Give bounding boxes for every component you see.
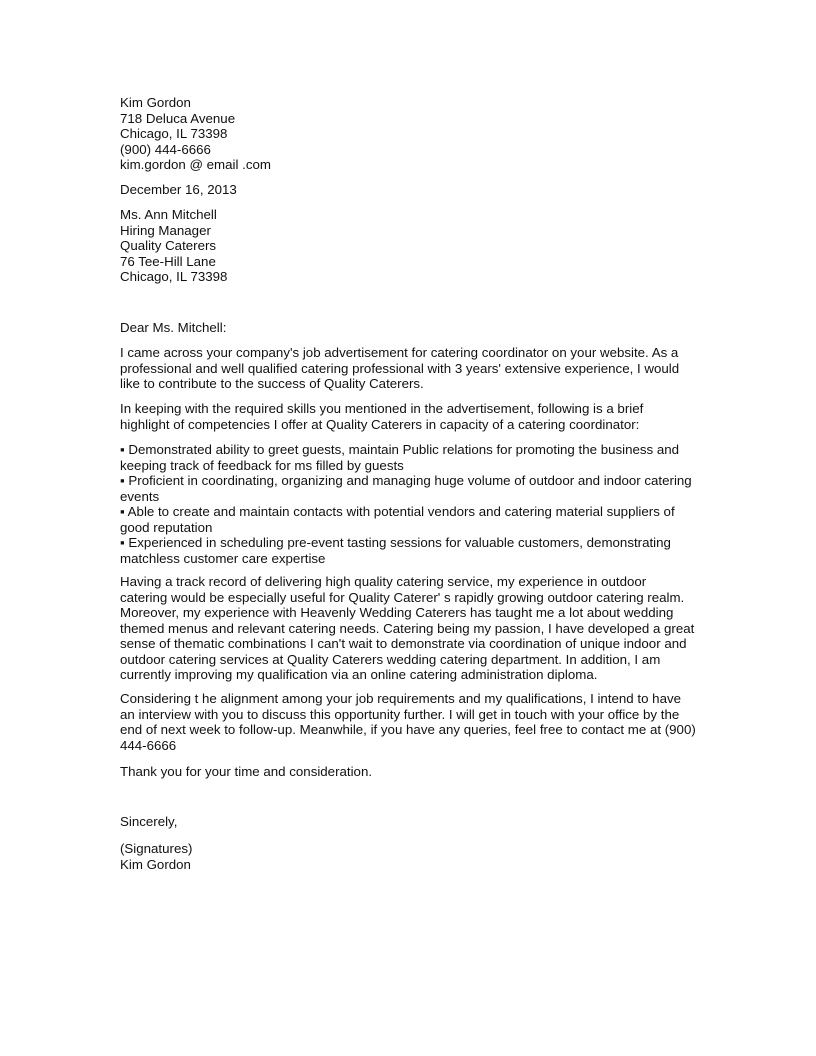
salutation-text: Dear Ms. Mitchell: (120, 320, 227, 335)
signature-name: Kim Gordon (120, 856, 191, 872)
paragraph-line: outdoor catering services at Quality Caterers wedding catering department. In addition, I am (120, 651, 661, 667)
date-text: December 16, 2013 (120, 182, 237, 197)
paragraph-line: catering would be especially useful for Quality Caterer' s rapidly growing outdoor catering realm. (120, 589, 685, 605)
paragraph-line: In keeping with the required skills you mentioned in the advertisement, following is a brief (120, 401, 644, 416)
paragraph-line: like to contribute to the success of Quality Caterers. (120, 376, 424, 391)
list-item: ▪ Able to create and maintain contacts with potential vendors and catering material suppliers of (120, 504, 675, 519)
sender-email: kim.gordon @ email .com (120, 157, 271, 172)
signature-block (120, 841, 700, 872)
recipient-title: Hiring Manager (120, 222, 211, 238)
paragraph-line: highlight of competencies I offer at Quality Caterers in capacity of a catering coordinator: (120, 416, 640, 432)
paragraph-closing (120, 691, 700, 753)
paragraph-line: end of next week to follow-up. Meanwhile, if you have any queries, feel free to contact me at (900) (120, 722, 696, 737)
paragraph-line: Considering t he alignment among your job requirements and my qualifications, I intend to have (120, 691, 682, 706)
list-item: good reputation (120, 519, 213, 535)
sender-address (120, 95, 700, 173)
paragraph-line: an interview with you to discuss this opportunity further. I will get in touch with your office by the (120, 706, 680, 722)
paragraph-line: sense of thematic combinations I can't wait to demonstrate via coordination of unique indoor and (120, 636, 687, 651)
paragraph-line: I came across your company's job advertisement for catering coordinator on your website. As a (120, 345, 679, 360)
closing (120, 814, 700, 830)
paragraph-line: 444-6666 (120, 737, 177, 753)
salutation (120, 320, 700, 336)
recipient-company: Quality Caterers (120, 238, 217, 253)
paragraph-skills-intro (120, 401, 700, 432)
list-item: events (120, 488, 160, 504)
signature-note: (Signatures) (120, 841, 193, 856)
sender-phone: (900) 444-6666 (120, 141, 211, 157)
sender-name: Kim Gordon (120, 95, 191, 110)
list-item: keeping track of feedback for ms filled by guests (120, 457, 404, 473)
closing-text: Sincerely, (120, 814, 178, 829)
recipient-street: 76 Tee-Hill Lane (120, 253, 216, 269)
sender-city: Chicago, IL 73398 (120, 126, 228, 141)
recipient-name: Ms. Ann Mitchell (120, 207, 217, 222)
paragraph-line: themed menus and relevant catering needs. Catering being my passion, I have developed a great (120, 620, 695, 636)
sender-street: 718 Deluca Avenue (120, 110, 236, 126)
list-item: matchless customer care expertise (120, 550, 326, 566)
paragraph-line: professional and well qualified catering professional with 3 years' extensive experience, I would (120, 360, 680, 376)
list-item: ▪ Demonstrated ability to greet guests, maintain Public relations for promoting the business and (120, 442, 680, 457)
list-item: ▪ Proficient in coordinating, organizing and managing huge volume of outdoor and indoor catering (120, 473, 692, 488)
paragraph-line: currently improving my qualification via an online catering administration diploma. (120, 667, 598, 682)
thanks (120, 764, 700, 780)
recipient-city: Chicago, IL 73398 (120, 269, 228, 284)
thanks-text: Thank you for your time and consideration. (120, 764, 373, 779)
paragraph-experience (120, 574, 700, 683)
recipient-address (120, 207, 700, 285)
paragraph-line: Having a track record of delivering high quality catering service, my experience in outdoor (120, 574, 647, 589)
competency-list (120, 442, 700, 566)
paragraph-intro (120, 345, 700, 392)
list-item: ▪ Experienced in scheduling pre-event tasting sessions for valuable customers, demonstrating (120, 535, 671, 550)
paragraph-line: Moreover, my experience with Heavenly Wedding Caterers has taught me a lot about wedding (120, 605, 674, 620)
letter-date (120, 182, 700, 198)
